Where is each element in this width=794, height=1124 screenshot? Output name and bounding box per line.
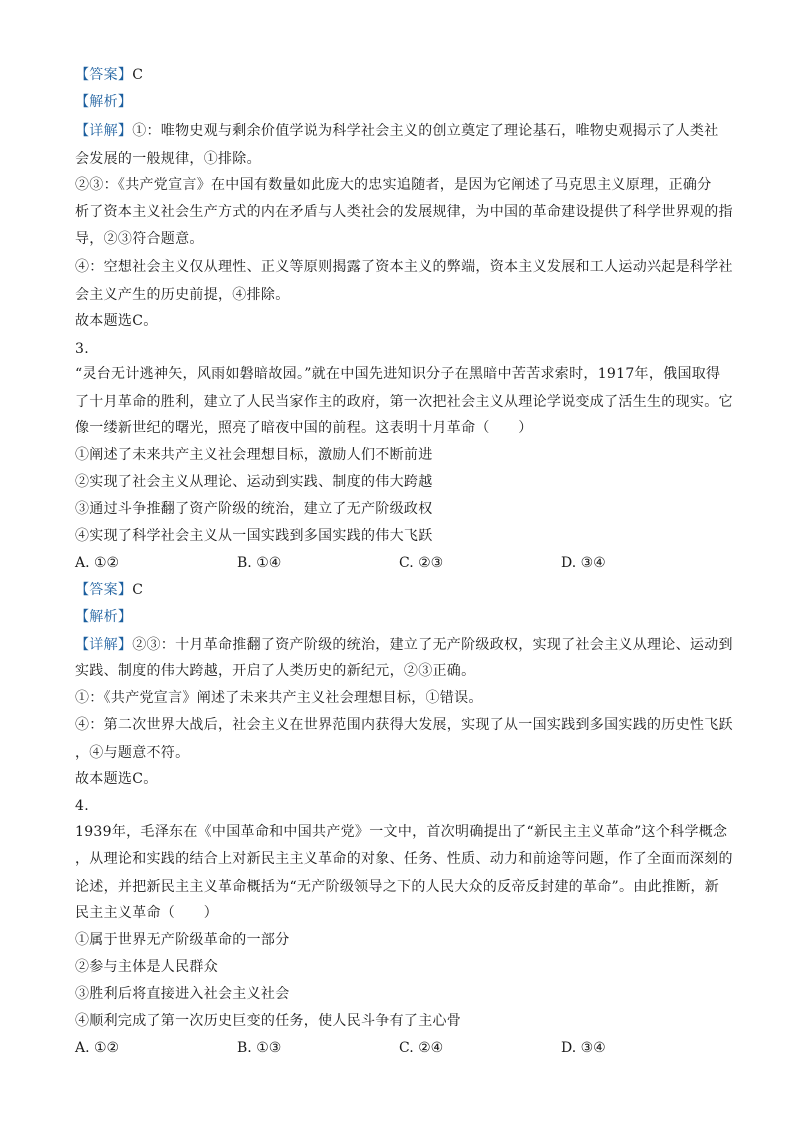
q3-option-c: C. ②③ xyxy=(399,555,444,571)
q3-statement: ③通过斗争推翻了资产阶级的统治，建立了无产阶级政权 xyxy=(75,501,433,517)
q2-answer xyxy=(75,65,143,85)
answer-tag: 【答案】 xyxy=(75,67,133,83)
q2-detail-line: 导，②③符合题意。 xyxy=(75,231,204,247)
q2-detail-line: 会主义产生的历史前提，④排除。 xyxy=(75,287,290,303)
answer-value: C xyxy=(132,582,144,598)
q4-statement: ②参与主体是人民群众 xyxy=(75,959,218,975)
detail-tag: 【详解】 xyxy=(75,123,133,139)
q2-detail-line xyxy=(75,121,719,141)
detail-tag: 【详解】 xyxy=(75,637,133,653)
q3-conclusion: 故本题选C。 xyxy=(75,771,158,787)
analysis-tag: 【解析】 xyxy=(75,94,133,110)
q3-stem-line: 像一缕新世纪的曙光，照亮了暗夜中国的前程。这表明十月革命（ ） xyxy=(75,420,533,436)
q2-detail-line: ④：空想社会主义仅从理性、正义等原则揭露了资本主义的弊端，资本主义发展和工人运动兴起是科学社 xyxy=(75,259,733,275)
q4-option-d: D. ③④ xyxy=(561,1040,606,1056)
analysis-tag: 【解析】 xyxy=(75,609,133,625)
q3-statement: ④实现了科学社会主义从一国实践到多国实践的伟大飞跃 xyxy=(75,528,433,544)
q2-conclusion: 故本题选C。 xyxy=(75,313,158,329)
q4-stem-line: 论述，并把新民主主义革命概括为“无产阶级领导之下的人民大众的反帝反封建的革命”。由此推断，新 xyxy=(75,879,720,895)
q2-analysis-tag xyxy=(75,92,132,112)
q4-statement: ③胜利后将直接进入社会主义社会 xyxy=(75,986,290,1002)
q4-option-c: C. ②④ xyxy=(399,1040,444,1056)
q3-option-a: A. ①② xyxy=(75,555,120,571)
q4-statement: ①属于世界无产阶级革命的一部分 xyxy=(75,932,290,948)
q3-statement: ②实现了社会主义从理论、运动到实践、制度的伟大跨越 xyxy=(75,474,433,490)
detail-text: ②③：十月革命推翻了资产阶级的统治，建立了无产阶级政权，实现了社会主义从理论、运动到 xyxy=(132,637,733,653)
q3-number: 3. xyxy=(75,341,89,357)
q4-option-b: B. ①③ xyxy=(237,1040,282,1056)
q4-number: 4. xyxy=(75,798,89,814)
q3-detail-line: ，④与题意不符。 xyxy=(75,745,190,761)
q3-analysis-tag xyxy=(75,607,132,627)
q4-option-a: A. ①② xyxy=(75,1040,120,1056)
q3-stem-line: 了十月革命的胜利，建立了人民当家作主的政府，第一次把社会主义从理论学说变成了活生生的现实。它 xyxy=(75,394,733,410)
q4-stem-line: ，从理论和实践的结合上对新民主主义革命的对象、任务、性质、动力和前途等问题，作了全面而深刻的 xyxy=(75,851,733,867)
q2-detail-line: ②③：《共产党宣言》在中国有数量如此庞大的忠实追随者，是因为它阐述了马克思主义原理，正确分 xyxy=(75,177,712,193)
q3-detail-line: 实践、制度的伟大跨越，开启了人类历史的新纪元，②③正确。 xyxy=(75,663,476,679)
q3-statement: ①阐述了未来共产主义社会理想目标，激励人们不断前进 xyxy=(75,447,433,463)
q4-statement: ④顺利完成了第一次历史巨变的任务，使人民斗争有了主心骨 xyxy=(75,1013,462,1029)
detail-text: ①：唯物史观与剩余价值学说为科学社会主义的创立奠定了理论基石，唯物史观揭示了人类社 xyxy=(132,123,719,139)
q3-detail-line: ④：第二次世界大战后，社会主义在世界范围内获得大发展，实现了从一国实践到多国实践的历史性飞跃 xyxy=(75,717,733,733)
q3-stem-line: “灵台无计逃神矢，风雨如磐暗故园。”就在中国先进知识分子在黑暗中苦苦求索时，1917年，俄国取得 xyxy=(75,366,721,382)
q3-detail-line xyxy=(75,635,733,655)
q2-detail-line: 会发展的一般规律，①排除。 xyxy=(75,151,261,167)
q2-detail-line: 析了资本主义社会生产方式的内在矛盾与人类社会的发展规律，为中国的革命建设提供了科学世界观的指 xyxy=(75,204,733,220)
q4-stem-line: 1939年，毛泽东在《中国革命和中国共产党》一文中，首次明确提出了“新民主主义革命”这个科学概念 xyxy=(75,824,728,840)
q3-detail-line: ①：《共产党宣言》阐述了未来共产主义社会理想目标，①错误。 xyxy=(75,690,483,706)
answer-tag: 【答案】 xyxy=(75,582,133,598)
q4-stem-line: 民主主义革命（ ） xyxy=(75,905,218,921)
answer-value: C xyxy=(132,67,144,83)
q3-option-b: B. ①④ xyxy=(237,555,282,571)
q3-option-d: D. ③④ xyxy=(561,555,606,571)
q3-answer xyxy=(75,580,143,600)
